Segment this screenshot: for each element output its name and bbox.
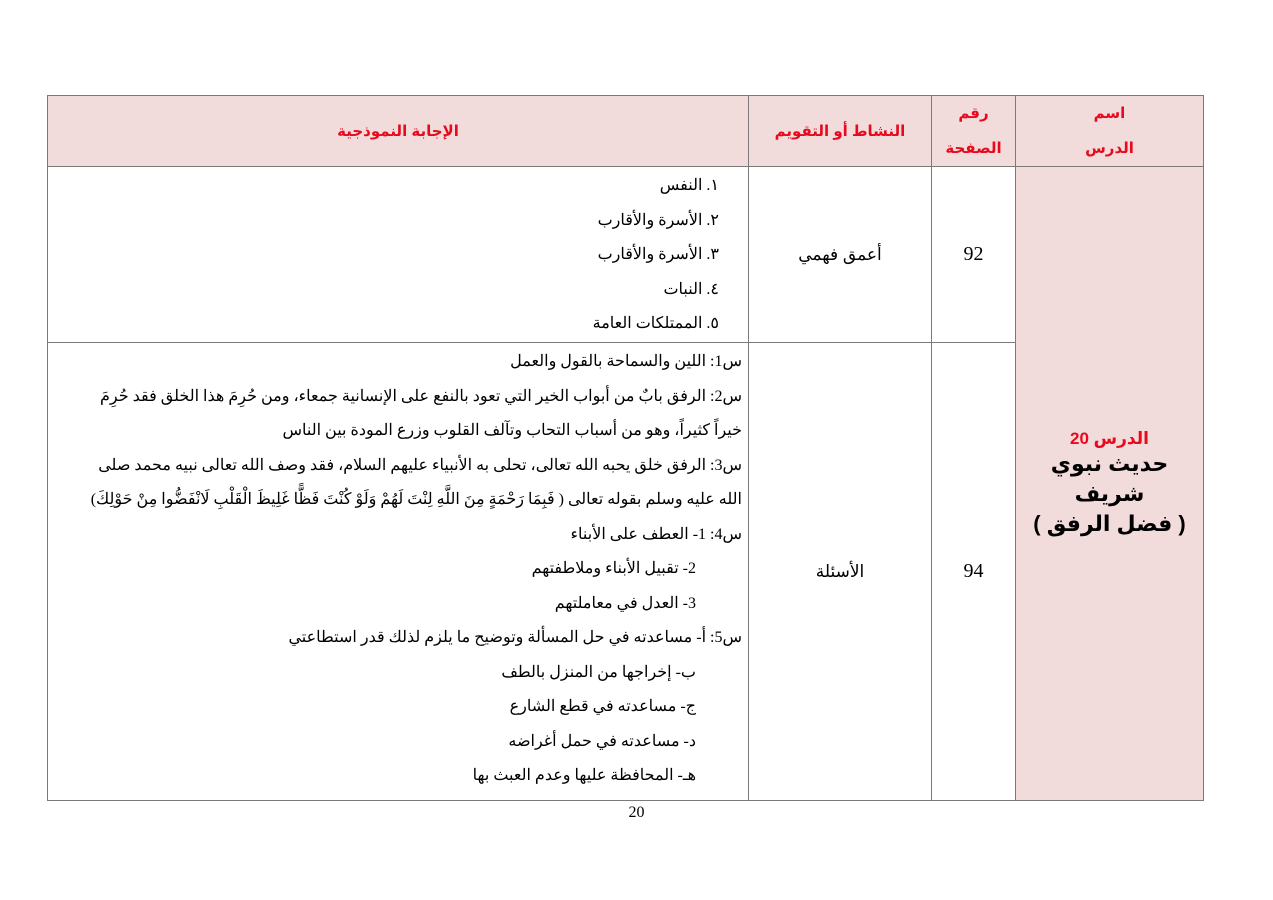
answer-line: س4: 1- العطف على الأبناء	[570, 525, 742, 543]
answer-line: خيراً كثيراً، وهو من أسباب التحاب وتآلف القلوب وزرع المودة بين الناس	[282, 422, 742, 439]
header-page-number	[932, 96, 1016, 167]
row1-answers	[48, 167, 749, 343]
answer-line: س3: الرفق خلق يحبه الله تعالى، تحلى به الأنبياء عليهم السلام، فقد وصف الله تعالى نبيه محمد صلى	[98, 456, 742, 474]
header-page-number-line2: الصفحة	[945, 140, 1002, 157]
answer-line: ٥. الممتلكات العامة	[592, 315, 719, 332]
row2-answers	[48, 343, 749, 801]
answer-line: س5: أ- مساعدته في حل المسألة وتوضيح ما يلزم لذلك قدر استطاعتي	[288, 629, 742, 646]
answer-line: ١. النفس	[659, 177, 719, 194]
answer-line: 2- تقبيل الأبناء وملاطفتهم	[531, 560, 696, 577]
lesson-cell	[1016, 167, 1204, 801]
page-number: 20	[628, 804, 645, 821]
row2-page-number: 94	[932, 343, 1016, 801]
header-lesson-name	[1016, 96, 1204, 167]
answer-line: ٢. الأسرة والأقارب	[597, 211, 719, 229]
lesson-number: الدرس 20	[1070, 428, 1149, 448]
answer-key-table	[47, 95, 1204, 801]
table-row	[48, 167, 1204, 343]
header-lesson-name-line2: الدرس	[1085, 140, 1134, 157]
answer-line: س2: الرفق بابٌ من أبواب الخير التي تعود بالنفع على الإنسانية جمعاء، ومن حُرِمَ هذا الخلق فقد حُرِمَ	[100, 387, 742, 405]
answer-line: ب- إخراجها من المنزل بالطف	[501, 663, 696, 681]
answer-line: د- مساعدته في حمل أغراضه	[508, 732, 696, 750]
lesson-subtitle: ( فضل الرفق )	[1033, 510, 1186, 536]
row1-activity: أعمق فهمي	[749, 167, 932, 343]
lesson-title: حديث نبوي شريف	[1050, 450, 1169, 506]
row2-activity: الأسئلة	[749, 343, 932, 801]
header-page-number-line1: رقم	[958, 105, 989, 122]
answer-line: ٤. النبات	[663, 280, 719, 298]
answer-line: ج- مساعدته في قطع الشارع	[509, 698, 696, 715]
header-row	[48, 96, 1204, 167]
answer-line: ٣. الأسرة والأقارب	[597, 246, 719, 263]
answer-line: س1: اللين والسماحة بالقول والعمل	[510, 353, 742, 370]
answer-line: 3- العدل في معاملتهم	[554, 594, 696, 612]
header-model-answer: الإجابة النموذجية	[48, 96, 749, 167]
header-lesson-name-line1: اسم	[1093, 105, 1126, 122]
answer-line: هـ- المحافظة عليها وعدم العبث بها	[472, 767, 696, 784]
row1-page-number: 92	[932, 167, 1016, 343]
header-activity: النشاط أو التقويم	[749, 96, 932, 167]
answer-line: الله عليه وسلم بقوله تعالى ( فَبِمَا رَحْمَةٍ مِنَ اللَّهِ لِنْتَ لَهُمْ وَلَوْ كُنْتَ فَظًّا غَلِيظَ الْقَلْبِ لَانْفَضُّوا مِنْ حَوْلِكَ)	[90, 491, 742, 508]
